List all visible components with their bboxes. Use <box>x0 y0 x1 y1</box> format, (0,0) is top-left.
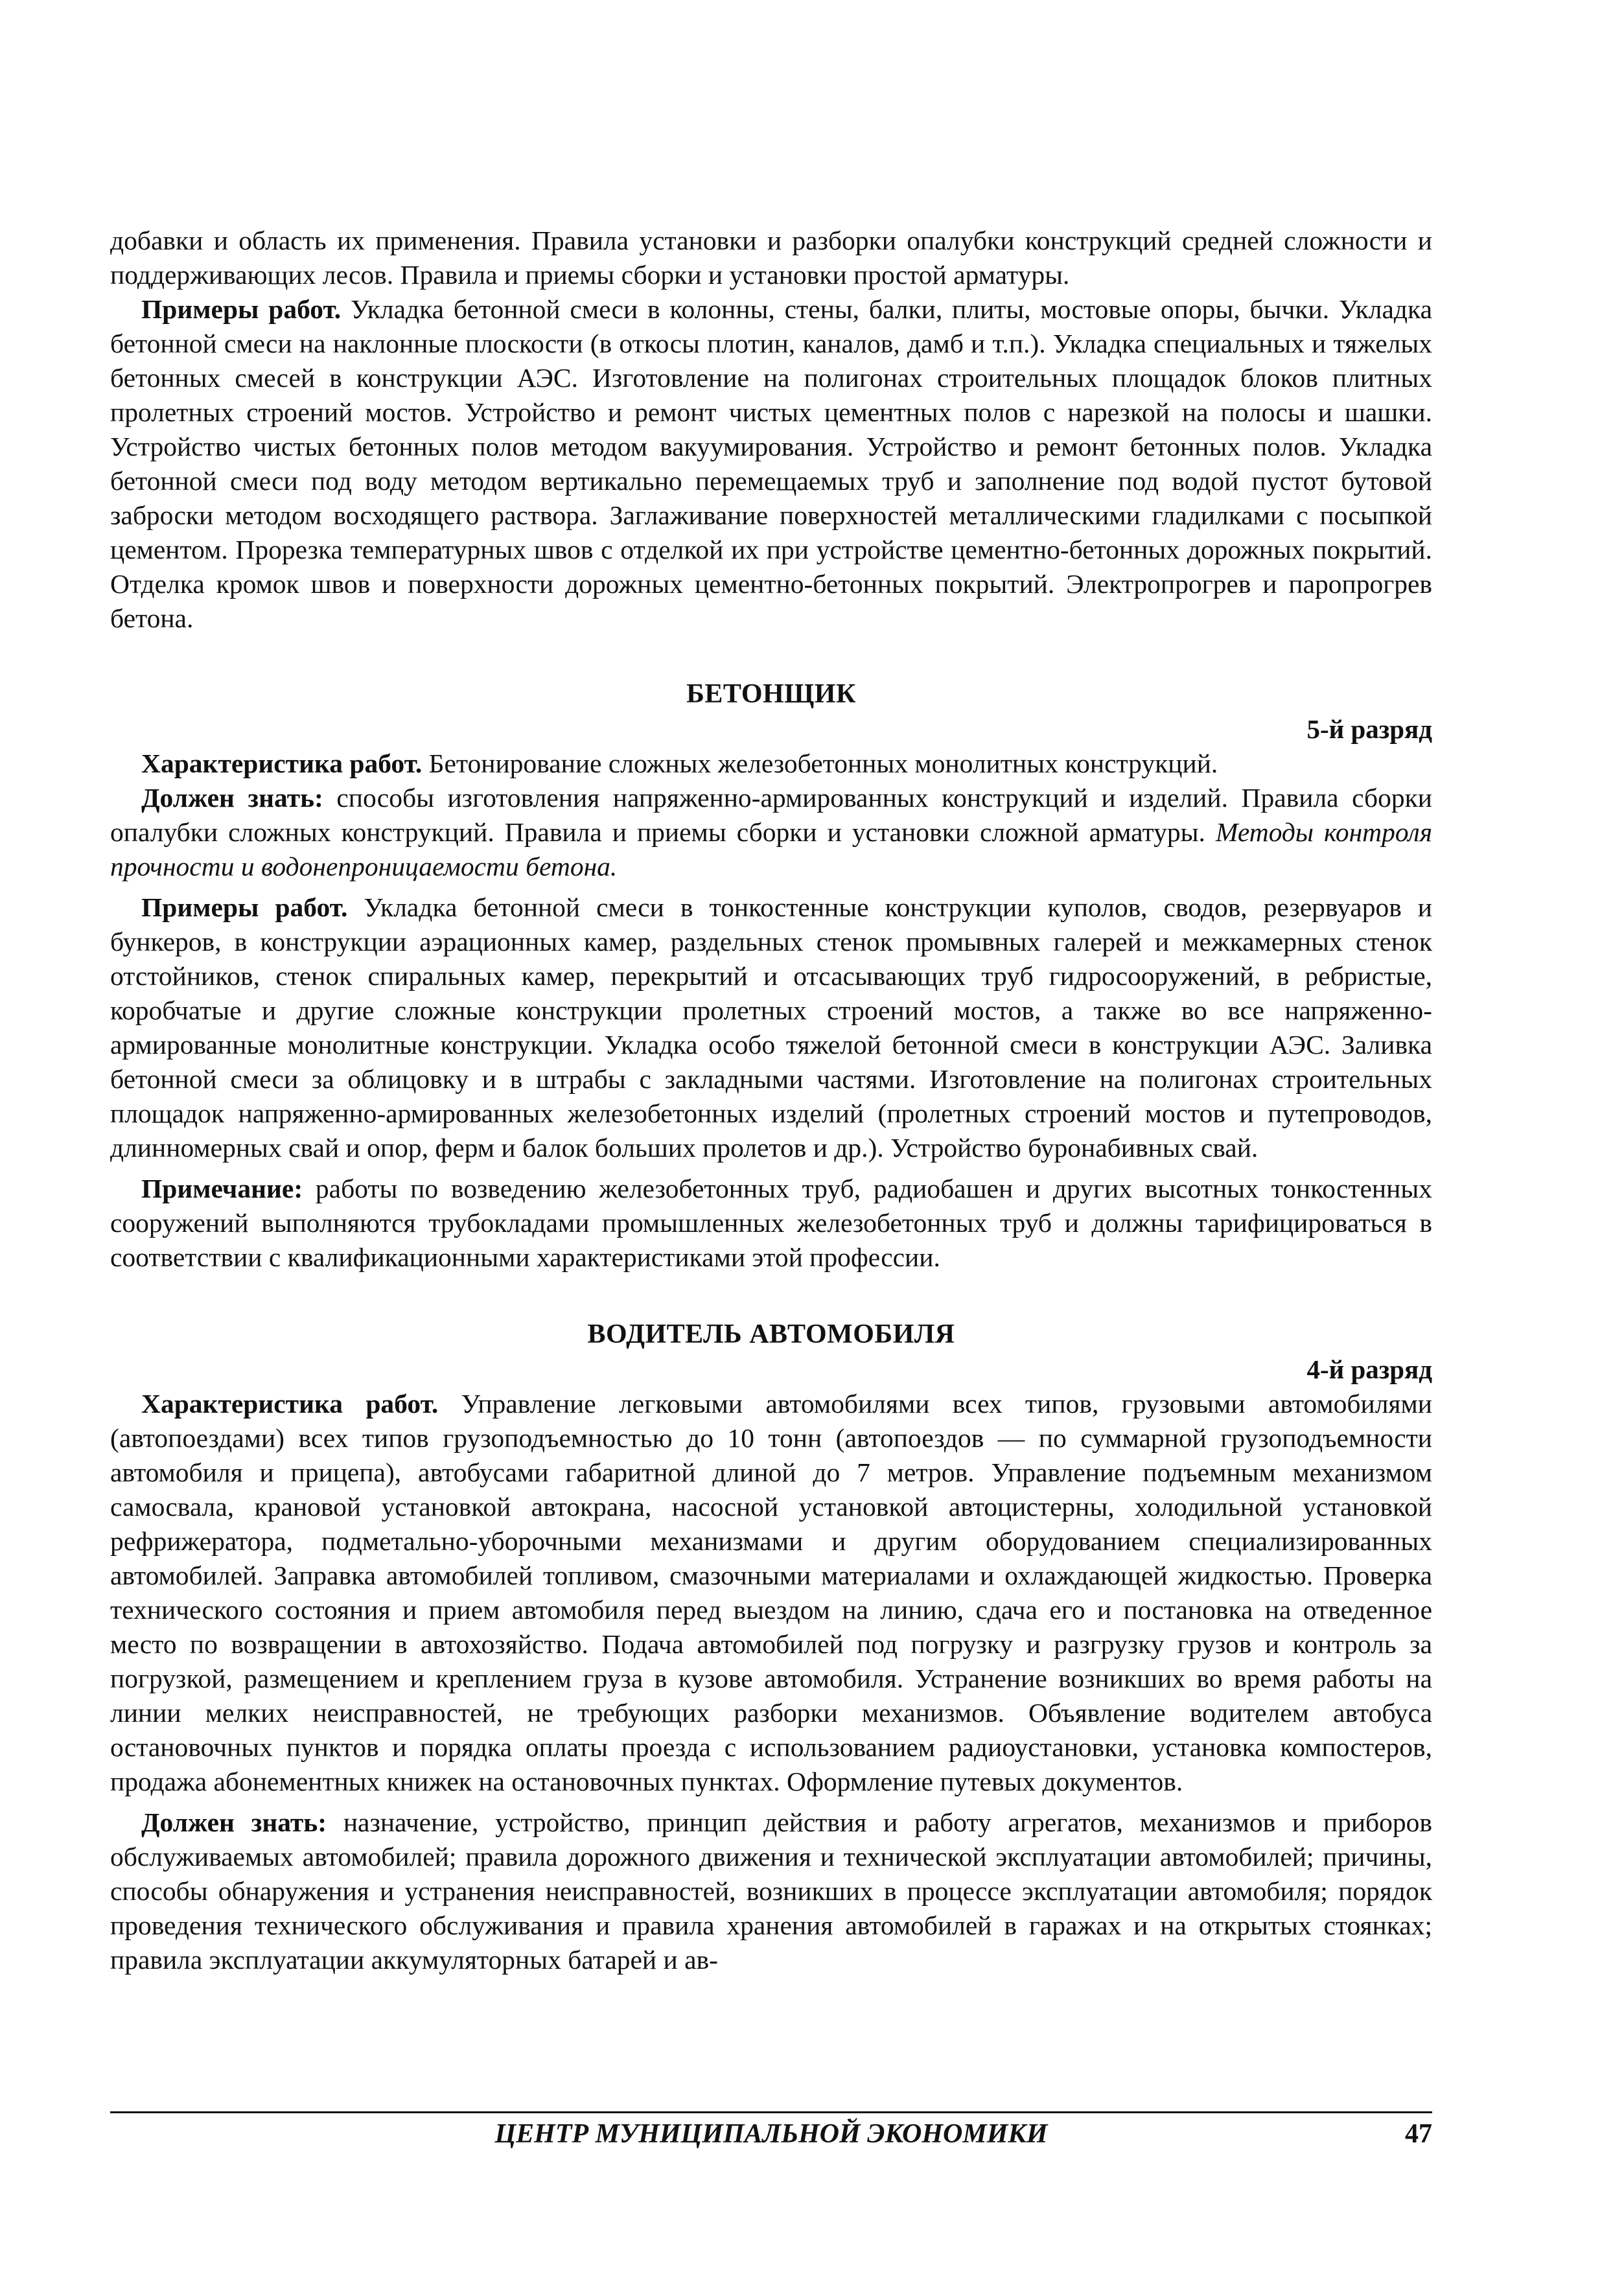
must-know-text: назначение, устройство, принцип действия и работу агрегатов, механизмов и приборов обслуживаемых автомобилей; правила дорожного движения и технической эксплуатации автомобилей; причины, способы обнаружения и устранения неисправностей, возникших в процессе эксплуатации автомобиля; порядок проведения технического обслуживания и правила хранения автомобилей в гаражах и на открытых стоянках; правила эксплуатации аккумуляторных батарей и ав- <box>110 1807 1432 1975</box>
page-content <box>110 224 1432 1977</box>
grade-label: 5-й разряд <box>1306 714 1432 744</box>
characteristics-label: Характеристика работ. <box>141 1389 439 1419</box>
section-title-concrete-worker: БЕТОНЩИК <box>686 679 856 709</box>
section-title-car-driver: ВОДИТЕЛЬ АВТОМОБИЛЯ <box>587 1319 955 1349</box>
must-know-label: Должен знать: <box>141 783 323 813</box>
examples-text: Укладка бетонной смеси в колонны, стены, балки, плиты, мостовые опоры, бычки. Укладка бетонной смеси на наклонные плоскости (в откосы плотин, каналов, дамб и т.п.). Укладка специальных и тяжелых бетонных смесей в конструкции АЭС. Изготовление на полигонах строительных площадок блоков плитных пролетных строений мостов. Устройство и ремонт чистых цементных полов с нарезкой на полосы и шашки. Устройство чистых бетонных полов методом вакуумирования. Устройство и ремонт бетонных полов. Укладка бетонной смеси под воду методом вертикально перемещаемых труб и заполнение под водой пустот бутовой заброски методом восходящего раствора. Заглаживание поверхностей металлическими гладилками с посыпкой цементом. Прорезка температурных швов с отделкой их при устройстве цементно-бетонных дорожных покрытий. Отделка кромок швов и поверхности дорожных цементно-бетонных покрытий. Электропрогрев и паропрогрев бетона. <box>110 294 1432 633</box>
must-know-label: Должен знать: <box>141 1807 327 1837</box>
note-text: работы по возведению железобетонных труб, радиобашен и других высотных тонкостенных сооружений выполняются трубокладами промышленных железобетонных труб и должны тарифицироваться в соответствии с квалификационными характеристиками этой профессии. <box>110 1174 1432 1272</box>
examples-label: Примеры работ. <box>141 294 342 324</box>
examples-text: Укладка бетонной смеси в тонкостенные конструкции куполов, сводов, резервуаров и бункеров, в конструкции аэрационных камер, раздельных стенок промывных галерей и межкамерных стенок отстойников, стенок спиральных камер, перекрытий и отсасывающих труб гидросооружений, в ребристые, коробчатые и другие сложные конструкции пролетных строений мостов, а также во все напряженно-армированные монолитные конструкции. Укладка особо тяжелой бетонной смеси в конструкции АЭС. Заливка бетонной смеси за облицовку и в штрабы с закладными частями. Изготовление на полигонах строительных площадок напряженно-армированных железобетонных изделий (пролетных строений мостов и путепроводов, длинномерных свай и опор, ферм и балок больших пролетов и др.). Устройство буронабивных свай. <box>110 892 1432 1163</box>
grade-label: 4-й разряд <box>1306 1354 1432 1384</box>
note-label: Примечание: <box>141 1174 303 1203</box>
page-number: 47 <box>1405 2119 1432 2149</box>
must-know-paragraph <box>110 781 1432 884</box>
work-examples-paragraph <box>110 890 1432 1165</box>
publisher-name: ЦЕНТР МУНИЦИПАЛЬНОЙ ЭКОНОМИКИ <box>494 2119 1048 2149</box>
intro-text: добавки и область их применения. Правила установки и разборки опалубки конструкций средней сложности и поддерживающих лесов. Правила и приемы сборки и установки простой арматуры. <box>110 226 1432 290</box>
characteristics-label: Характеристика работ. <box>141 748 423 778</box>
characteristics-text: Управление легковыми автомобилями всех типов, грузовыми автомобилями (автопоездами) всех типов грузоподъемностью до 10 тонн (автопоездов — по суммарной грузоподъемности автомобиля и прицепа), автобусами габаритной длиной до 7 метров. Управление подъемным механизмом самосвала, крановой установкой автокрана, насосной установкой автоцистерны, холодильной установкой рефрижератора, подметально-уборочными механизмами и другим оборудованием специализированных автомобилей. Заправка автомобилей топливом, смазочными материалами и охлаждающей жидкостью. Проверка технического состояния и прием автомобиля перед выездом на линию, сдача его и постановка на отведенное место по возвращении в автохозяйство. Подача автомобилей под погрузку и разгрузку грузов и контроль за погрузкой, размещением и креплением груза в кузове автомобиля. Устранение возникших во время работы на линии мелких неисправностей, не требующих разборки механизмов. Объявление водителем автобуса остановочных пунктов и порядка оплаты проезда с использованием радиоустановки, установка компостеров, продажа абонементных книжек на остановочных пунктах. Оформление путевых документов. <box>110 1389 1432 1796</box>
must-know-text: способы изготовления напряженно-армированных конструкций и изделий. Правила сборки опалубки сложных конструкций. Правила и приемы сборки и установки сложной арматуры. <box>110 783 1433 847</box>
page-footer <box>110 2111 1432 2156</box>
must-know-paragraph <box>110 1805 1432 1977</box>
work-characteristics-paragraph <box>110 1387 1432 1799</box>
characteristics-text: Бетонирование сложных железобетонных монолитных конструкций. <box>422 748 1218 778</box>
examples-label: Примеры работ. <box>141 892 348 922</box>
must-know-italic-text: Методы контроля прочности и водонепроницаемости бетона. <box>110 817 1432 881</box>
intro-paragraph <box>110 224 1432 292</box>
note-paragraph <box>110 1172 1432 1275</box>
work-characteristics-paragraph <box>110 747 1432 781</box>
intro-examples-paragraph <box>110 292 1432 636</box>
